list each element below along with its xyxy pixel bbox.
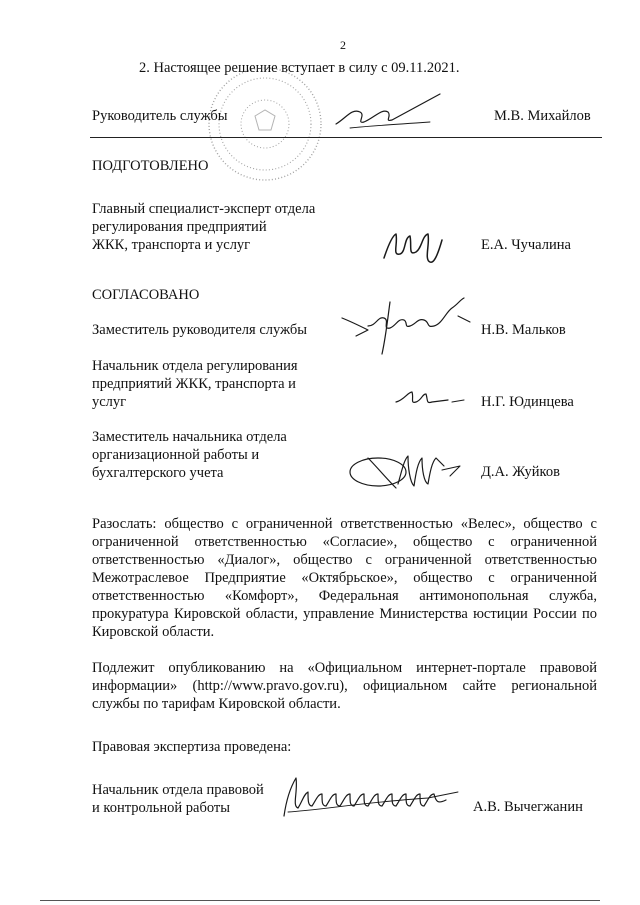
agreed-heading: СОГЛАСОВАНО bbox=[92, 287, 200, 303]
signature-malkov bbox=[338, 296, 478, 358]
agreed-position-2: Начальник отдела регулирования предприятий ЖКК, транспорта и услуг bbox=[92, 358, 298, 410]
publication-text: Подлежит опубликованию на «Официальном интернет-портале правовой информации» (http://www.pravo.gov.ru), официальном сайте региональной службы по тарифам Кировской области. bbox=[92, 660, 597, 712]
legal-position: Начальник отдела правовой и контрольной работы bbox=[92, 782, 264, 816]
signature-yudintseva bbox=[392, 388, 472, 410]
clause-text: 2. Настоящее решение вступает в силу с 09.11.2021. bbox=[139, 60, 460, 76]
signature-vychegzhanin bbox=[278, 772, 468, 822]
separator-line bbox=[90, 137, 602, 138]
page-number: 2 bbox=[340, 38, 346, 52]
signature-zhuykov bbox=[346, 448, 466, 494]
agreed-position-1: Заместитель руководителя службы bbox=[92, 322, 308, 338]
agreed-name-2: Н.Г. Юдинцева bbox=[481, 394, 574, 410]
agreed-name-3: Д.А. Жуйков bbox=[481, 464, 560, 480]
prepared-position: Главный специалист-эксперт отдела регулирования предприятий ЖКК, транспорта и услуг bbox=[92, 201, 316, 253]
legal-note: Правовая экспертиза проведена: bbox=[92, 739, 292, 755]
bottom-line bbox=[40, 900, 600, 901]
prepared-heading: ПОДГОТОВЛЕНО bbox=[92, 158, 209, 174]
legal-name: А.В. Вычегжанин bbox=[473, 799, 583, 815]
head-name: М.В. Михайлов bbox=[494, 108, 591, 124]
prepared-signature bbox=[378, 226, 448, 268]
head-signature bbox=[330, 88, 450, 138]
head-title: Руководитель службы bbox=[92, 108, 228, 124]
distribution-text: Разослать: общество с ограниченной ответственностью «Велес», общество с ограниченной ответственностью «Согласие», общество с ограниченной ответственностью «Диалог», общество с ограниченной ответственностью Межотраслевое Предприятие «Октябрьское», общество с ограниченной ответственностью «Комфорт», Федеральная антимонопольная служба, прокуратура Кировской области, управление Министерства юстиции России по Кировской области. bbox=[92, 516, 597, 640]
agreed-position-3: Заместитель начальника отдела организационной работы и бухгалтерского учета bbox=[92, 429, 287, 481]
agreed-name-1: Н.В. Мальков bbox=[481, 322, 566, 338]
prepared-name: Е.А. Чучалина bbox=[481, 237, 571, 253]
